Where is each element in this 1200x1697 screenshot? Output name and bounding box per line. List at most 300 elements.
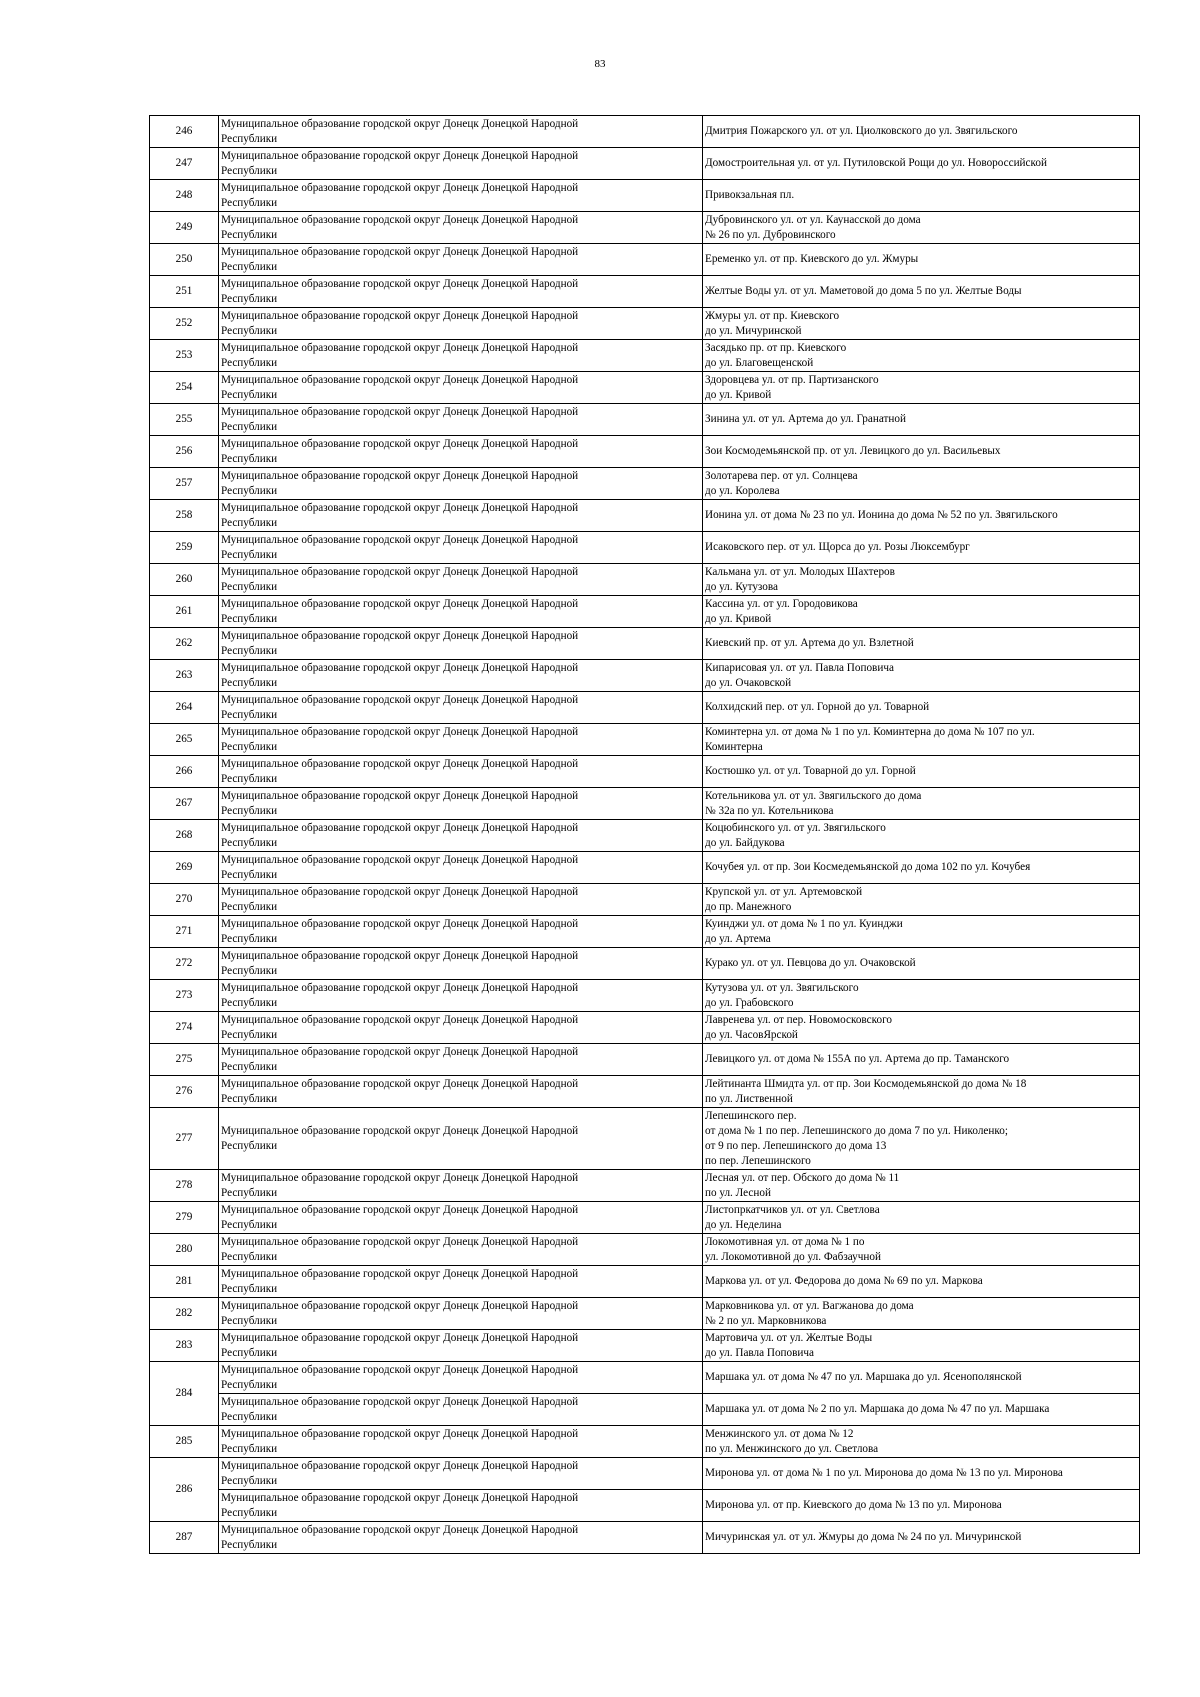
street-text: Исаковского пер. от ул. Щорса до ул. Розы Люксембург	[705, 541, 970, 553]
municipality-text: Республики	[221, 1442, 278, 1455]
street-text: № 32а по ул. Котельникова	[705, 804, 834, 817]
street-text: Лесная ул. от пер. Обского до дома № 11	[705, 1171, 900, 1184]
row-number: 275	[150, 1044, 219, 1076]
table-row	[150, 1330, 1140, 1362]
row-number: 248	[150, 180, 219, 212]
street-text: до ул. Королева	[705, 484, 780, 497]
street-text: Кипарисовая ул. от ул. Павла Поповича	[705, 661, 894, 674]
street-text: Маршака ул. от дома № 2 по ул. Маршака до дома № 47 по ул. Маршака	[705, 1403, 1050, 1415]
municipality-text: Муниципальное образование городской округ Донецк Донецкой Народной	[221, 181, 579, 194]
municipality-cell	[219, 1108, 703, 1170]
municipality-cell	[219, 212, 703, 244]
street-text: Ионина ул. от дома № 23 по ул. Ионина до дома № 52 по ул. Звягильского	[705, 509, 1058, 521]
municipality-text: Муниципальное образование городской округ Донецк Донецкой Народной	[221, 725, 579, 738]
municipality-cell	[219, 1426, 703, 1458]
street-cell	[703, 1522, 1140, 1554]
row-number: 255	[150, 404, 219, 436]
street-cell	[703, 436, 1140, 468]
municipality-cell	[219, 1458, 703, 1490]
municipality-text: Республики	[221, 1186, 278, 1199]
municipality-cell	[219, 1076, 703, 1108]
street-cell	[703, 1362, 1140, 1394]
street-text: Жмуры ул. от пр. Киевского	[705, 309, 840, 322]
municipality-text: Муниципальное образование городской округ Донецк Донецкой Народной	[221, 565, 579, 578]
municipality-text: Республики	[221, 324, 278, 337]
street-cell	[703, 276, 1140, 308]
street-text: Колхидский пер. от ул. Горной до ул. Товарной	[705, 701, 930, 713]
street-text: по ул. Менжинского до ул. Светлова	[705, 1442, 879, 1455]
table-row	[150, 852, 1140, 884]
municipality-text: Муниципальное образование городской округ Донецк Донецкой Народной	[221, 693, 579, 706]
row-number: 254	[150, 372, 219, 404]
street-cell	[703, 628, 1140, 660]
row-number: 262	[150, 628, 219, 660]
municipality-text: Муниципальное образование городской округ Донецк Донецкой Народной	[221, 1077, 579, 1090]
municipality-cell	[219, 916, 703, 948]
municipality-text: Муниципальное образование городской округ Донецк Донецкой Народной	[221, 341, 579, 354]
street-cell	[703, 116, 1140, 148]
street-cell	[703, 372, 1140, 404]
municipality-text: Муниципальное образование городской округ Донецк Донецкой Народной	[221, 277, 579, 290]
municipality-text: Муниципальное образование городской округ Донецк Донецкой Народной	[221, 885, 579, 898]
street-text: до ул. Кривой	[705, 388, 772, 401]
street-text: Кутузова ул. от ул. Звягильского	[705, 981, 859, 994]
table-row	[150, 1202, 1140, 1234]
street-text: Засядько пр. от пр. Киевского	[705, 341, 847, 354]
street-text: Зои Космодемьянской пр. от ул. Левицкого до ул. Васильевых	[705, 445, 1001, 457]
street-text: по ул. Лиственной	[705, 1092, 793, 1105]
street-text: Курако ул. от ул. Певцова до ул. Очаковской	[705, 957, 916, 969]
street-text: Миронова ул. от дома № 1 по ул. Миронова до дома № 13 по ул. Миронова	[705, 1467, 1063, 1479]
street-text: Привокзальная пл.	[705, 189, 795, 201]
municipality-text: Республики	[221, 164, 278, 177]
municipality-text: Республики	[221, 580, 278, 593]
street-text: Коцюбинского ул. от ул. Звягильского	[705, 821, 886, 834]
municipality-text: Муниципальное образование городской округ Донецк Донецкой Народной	[221, 1235, 579, 1248]
table-row	[150, 276, 1140, 308]
municipality-text: Муниципальное образование городской округ Донецк Донецкой Народной	[221, 629, 579, 642]
municipality-cell	[219, 148, 703, 180]
municipality-text: Муниципальное образование городской округ Донецк Донецкой Народной	[221, 661, 579, 674]
municipality-text: Муниципальное образование городской округ Донецк Донецкой Народной	[221, 117, 579, 130]
street-cell	[703, 852, 1140, 884]
municipality-text: Республики	[221, 740, 278, 753]
street-text: Лейтинанта Шмидта ул. от пр. Зои Космодемьянской до дома № 18	[705, 1077, 1027, 1090]
row-number: 247	[150, 148, 219, 180]
street-cell	[703, 1202, 1140, 1234]
municipality-text: Республики	[221, 1314, 278, 1327]
municipality-text: Республики	[221, 996, 278, 1009]
municipality-text: Муниципальное образование городской округ Донецк Донецкой Народной	[221, 1363, 579, 1376]
row-number: 266	[150, 756, 219, 788]
municipality-text: Муниципальное образование городской округ Донецк Донецкой Народной	[221, 213, 579, 226]
municipality-text: Республики	[221, 612, 278, 625]
street-cell	[703, 1490, 1140, 1522]
municipality-text: Муниципальное образование городской округ Донецк Донецкой Народной	[221, 597, 579, 610]
municipality-text: Муниципальное образование городской округ Донецк Донецкой Народной	[221, 469, 579, 482]
row-number: 265	[150, 724, 219, 756]
municipality-text: Республики	[221, 132, 278, 145]
street-text: до ул. ЧасовЯрской	[705, 1028, 798, 1041]
street-text: до ул. Грабовского	[705, 996, 794, 1009]
street-text: Левицкого ул. от дома № 155А по ул. Артема до пр. Таманского	[705, 1053, 1010, 1065]
row-number: 246	[150, 116, 219, 148]
street-cell	[703, 820, 1140, 852]
street-text: Лепешинского пер.	[705, 1109, 797, 1122]
table-row	[150, 1458, 1140, 1490]
table-row	[150, 564, 1140, 596]
municipality-text: Республики	[221, 356, 278, 369]
street-text: Менжинского ул. от дома № 12	[705, 1427, 854, 1440]
row-number: 285	[150, 1426, 219, 1458]
municipality-text: Республики	[221, 420, 278, 433]
municipality-text: Муниципальное образование городской округ Донецк Донецкой Народной	[221, 1331, 579, 1344]
row-number: 252	[150, 308, 219, 340]
municipality-text: Республики	[221, 1028, 278, 1041]
municipality-text: Республики	[221, 388, 278, 401]
street-cell	[703, 1394, 1140, 1426]
municipality-text: Муниципальное образование городской округ Донецк Донецкой Народной	[221, 821, 579, 834]
municipality-text: Муниципальное образование городской округ Донецк Донецкой Народной	[221, 981, 579, 994]
municipality-text: Республики	[221, 836, 278, 849]
municipality-cell	[219, 1394, 703, 1426]
street-cell	[703, 1012, 1140, 1044]
table-row	[150, 724, 1140, 756]
municipality-text: Муниципальное образование городской округ Донецк Донецкой Народной	[221, 309, 579, 322]
street-text: до ул. Очаковской	[705, 676, 792, 689]
municipality-cell	[219, 660, 703, 692]
municipality-cell	[219, 788, 703, 820]
municipality-cell	[219, 1298, 703, 1330]
municipality-text: Муниципальное образование городской округ Донецк Донецкой Народной	[221, 1013, 579, 1026]
municipality-text: Муниципальное образование городской округ Донецк Донецкой Народной	[221, 1459, 579, 1472]
municipality-text: Муниципальное образование городской округ Донецк Донецкой Народной	[221, 373, 579, 386]
street-cell	[703, 500, 1140, 532]
street-text: № 2 по ул. Марковникова	[705, 1314, 827, 1327]
table-row	[150, 692, 1140, 724]
municipality-cell	[219, 244, 703, 276]
street-cell	[703, 1426, 1140, 1458]
street-cell	[703, 1298, 1140, 1330]
table-row	[150, 1012, 1140, 1044]
street-text: Еременко ул. от пр. Киевского до ул. Жмуры	[705, 253, 919, 265]
municipality-cell	[219, 724, 703, 756]
municipality-cell	[219, 1234, 703, 1266]
municipality-text: Республики	[221, 1139, 278, 1152]
street-cell	[703, 1234, 1140, 1266]
table-row	[150, 404, 1140, 436]
street-text: Кассина ул. от ул. Городовикова	[705, 597, 858, 610]
municipality-text: Муниципальное образование городской округ Донецк Донецкой Народной	[221, 789, 579, 802]
municipality-text: Республики	[221, 1474, 278, 1487]
street-text: Лавренева ул. от пер. Новомосковского	[705, 1013, 892, 1026]
row-number: 282	[150, 1298, 219, 1330]
municipality-cell	[219, 500, 703, 532]
table-row	[150, 884, 1140, 916]
municipality-cell	[219, 980, 703, 1012]
row-number: 272	[150, 948, 219, 980]
table-row	[150, 756, 1140, 788]
municipality-text: Республики	[221, 772, 278, 785]
row-number: 260	[150, 564, 219, 596]
table-row	[150, 436, 1140, 468]
page-number: 83	[594, 58, 606, 70]
row-number: 273	[150, 980, 219, 1012]
street-cell	[703, 340, 1140, 372]
municipality-text: Республики	[221, 452, 278, 465]
row-number: 277	[150, 1108, 219, 1170]
street-text: № 26 по ул. Дубровинского	[705, 228, 836, 241]
municipality-cell	[219, 308, 703, 340]
table-row	[150, 916, 1140, 948]
table-row	[150, 948, 1140, 980]
municipality-cell	[219, 564, 703, 596]
row-number: 261	[150, 596, 219, 628]
municipality-cell	[219, 1170, 703, 1202]
street-cell	[703, 1330, 1140, 1362]
municipality-text: Муниципальное образование городской округ Донецк Донецкой Народной	[221, 949, 579, 962]
street-text: до ул. Мичуринской	[705, 324, 802, 337]
table-row	[150, 1108, 1140, 1170]
street-cell	[703, 692, 1140, 724]
row-number: 259	[150, 532, 219, 564]
row-number: 280	[150, 1234, 219, 1266]
municipality-text: Муниципальное образование городской округ Донецк Донецкой Народной	[221, 853, 579, 866]
municipality-cell	[219, 852, 703, 884]
street-text: до ул. Байдукова	[705, 836, 785, 849]
municipality-text: Муниципальное образование городской округ Донецк Донецкой Народной	[221, 1427, 579, 1440]
municipality-text: Республики	[221, 228, 278, 241]
street-cell	[703, 596, 1140, 628]
municipality-cell	[219, 1490, 703, 1522]
municipality-text: Муниципальное образование городской округ Донецк Донецкой Народной	[221, 245, 579, 258]
municipality-cell	[219, 116, 703, 148]
street-cell	[703, 564, 1140, 596]
street-text: Зинина ул. от ул. Артема до ул. Гранатной	[705, 413, 906, 425]
street-text: до ул. Благовещенской	[705, 356, 814, 369]
municipality-cell	[219, 1362, 703, 1394]
municipality-text: Республики	[221, 292, 278, 305]
row-number: 267	[150, 788, 219, 820]
row-number: 256	[150, 436, 219, 468]
table-row	[150, 1076, 1140, 1108]
street-text: Котельникова ул. от ул. Звягильского до дома	[705, 789, 922, 802]
street-text: до пр. Манежного	[705, 900, 792, 913]
municipality-text: Муниципальное образование городской округ Донецк Донецкой Народной	[221, 437, 579, 450]
street-cell	[703, 1044, 1140, 1076]
street-text: Мартовича ул. от ул. Желтые Воды	[705, 1331, 873, 1344]
row-number: 257	[150, 468, 219, 500]
municipality-text: Муниципальное образование городской округ Донецк Донецкой Народной	[221, 533, 579, 546]
municipality-cell	[219, 884, 703, 916]
table-row	[150, 1394, 1140, 1426]
municipality-text: Республики	[221, 964, 278, 977]
street-text: Желтые Воды ул. от ул. Маметовой до дома 5 по ул. Желтые Воды	[705, 285, 1022, 297]
municipality-text: Республики	[221, 1506, 278, 1519]
municipality-text: Муниципальное образование городской округ Донецк Донецкой Народной	[221, 501, 579, 514]
street-cell	[703, 1458, 1140, 1490]
table-row	[150, 1522, 1140, 1554]
street-text: ул. Локомотивной до ул. Фабзаучной	[705, 1250, 881, 1263]
municipality-cell	[219, 340, 703, 372]
municipality-text: Республики	[221, 1092, 278, 1105]
municipality-text: Муниципальное образование городской округ Донецк Донецкой Народной	[221, 1124, 579, 1137]
table-row	[150, 500, 1140, 532]
municipality-text: Муниципальное образование городской округ Донецк Донецкой Народной	[221, 1203, 579, 1216]
table-row	[150, 180, 1140, 212]
municipality-cell	[219, 692, 703, 724]
row-number: 268	[150, 820, 219, 852]
street-text: Кальмана ул. от ул. Молодых Шахтеров	[705, 565, 895, 578]
street-text: до ул. Павла Поповича	[705, 1346, 815, 1359]
street-cell	[703, 532, 1140, 564]
municipality-text: Муниципальное образование городской округ Донецк Донецкой Народной	[221, 1491, 579, 1504]
municipality-text: Муниципальное образование городской округ Донецк Донецкой Народной	[221, 1267, 579, 1280]
row-number: 274	[150, 1012, 219, 1044]
street-text: Маркова ул. от ул. Федорова до дома № 69 по ул. Маркова	[705, 1275, 983, 1287]
table-row	[150, 116, 1140, 148]
municipality-text: Муниципальное образование городской округ Донецк Донецкой Народной	[221, 1171, 579, 1184]
row-number: 284	[150, 1362, 219, 1426]
municipality-text: Муниципальное образование городской округ Донецк Донецкой Народной	[221, 757, 579, 770]
street-cell	[703, 148, 1140, 180]
street-cell	[703, 948, 1140, 980]
street-text: до ул. Кривой	[705, 612, 772, 625]
row-number: 287	[150, 1522, 219, 1554]
table-row	[150, 148, 1140, 180]
street-text: Кочубея ул. от пр. Зои Космедемьянской до дома 102 по ул. Кочубея	[705, 861, 1031, 873]
street-text: Мичуринская ул. от ул. Жмуры до дома № 24 по ул. Мичуринской	[705, 1531, 1022, 1543]
street-cell	[703, 756, 1140, 788]
municipality-text: Республики	[221, 260, 278, 273]
street-text: от 9 по пер. Лепешинского до дома 13	[705, 1139, 887, 1152]
table-row	[150, 308, 1140, 340]
street-cell	[703, 980, 1140, 1012]
municipality-cell	[219, 820, 703, 852]
municipality-cell	[219, 276, 703, 308]
table-row	[150, 820, 1140, 852]
table-row	[150, 532, 1140, 564]
municipality-cell	[219, 596, 703, 628]
street-cell	[703, 1170, 1140, 1202]
street-cell	[703, 916, 1140, 948]
municipality-cell	[219, 372, 703, 404]
row-number: 271	[150, 916, 219, 948]
table-row	[150, 1044, 1140, 1076]
row-number: 251	[150, 276, 219, 308]
row-number: 263	[150, 660, 219, 692]
street-cell	[703, 660, 1140, 692]
row-number: 286	[150, 1458, 219, 1522]
street-text: Здоровцева ул. от пр. Партизанского	[705, 373, 879, 386]
street-text: до ул. Артема	[705, 932, 771, 945]
municipality-text: Республики	[221, 1410, 278, 1423]
street-cell	[703, 308, 1140, 340]
table-row	[150, 1298, 1140, 1330]
street-cell	[703, 884, 1140, 916]
municipality-text: Республики	[221, 644, 278, 657]
municipality-cell	[219, 756, 703, 788]
street-text: по ул. Лесной	[705, 1186, 771, 1199]
street-text: Марковникова ул. от ул. Вагжанова до дома	[705, 1299, 914, 1312]
municipality-text: Республики	[221, 196, 278, 209]
municipality-text: Республики	[221, 708, 278, 721]
municipality-cell	[219, 180, 703, 212]
street-cell	[703, 724, 1140, 756]
municipality-text: Муниципальное образование городской округ Донецк Донецкой Народной	[221, 917, 579, 930]
municipality-text: Муниципальное образование городской округ Донецк Донецкой Народной	[221, 1299, 579, 1312]
street-cell	[703, 1266, 1140, 1298]
municipality-text: Республики	[221, 1378, 278, 1391]
municipality-cell	[219, 1012, 703, 1044]
street-text: Костюшко ул. от ул. Товарной до ул. Горной	[705, 765, 916, 777]
municipality-text: Республики	[221, 932, 278, 945]
municipality-cell	[219, 1522, 703, 1554]
table-row	[150, 1266, 1140, 1298]
street-cell	[703, 404, 1140, 436]
table-row	[150, 596, 1140, 628]
row-number: 276	[150, 1076, 219, 1108]
municipality-text: Республики	[221, 900, 278, 913]
municipality-cell	[219, 532, 703, 564]
street-cell	[703, 244, 1140, 276]
street-text: до ул. Кутузова	[705, 580, 778, 593]
row-number: 283	[150, 1330, 219, 1362]
row-number: 281	[150, 1266, 219, 1298]
street-cell	[703, 180, 1140, 212]
street-text: Куинджи ул. от дома № 1 по ул. Куинджи	[705, 917, 903, 930]
street-text: Локомотивная ул. от дома № 1 по	[705, 1235, 865, 1248]
row-number: 270	[150, 884, 219, 916]
streets-table	[149, 115, 1140, 1554]
table-row	[150, 1490, 1140, 1522]
municipality-text: Республики	[221, 1346, 278, 1359]
street-cell	[703, 1076, 1140, 1108]
municipality-text: Республики	[221, 1218, 278, 1231]
municipality-text: Республики	[221, 1250, 278, 1263]
street-text: от дома № 1 по пер. Лепешинского до дома 7 по ул. Николенко;	[705, 1124, 1008, 1137]
municipality-text: Республики	[221, 1282, 278, 1295]
table-row	[150, 660, 1140, 692]
street-cell	[703, 1108, 1140, 1170]
street-text: Киевский пр. от ул. Артема до ул. Взлетной	[705, 637, 914, 649]
street-text: Листопркатчиков ул. от ул. Светлова	[705, 1203, 880, 1216]
municipality-text: Республики	[221, 868, 278, 881]
street-text: Домостроительная ул. от ул. Путиловской Рощи до ул. Новороссийской	[705, 157, 1047, 169]
municipality-cell	[219, 1044, 703, 1076]
row-number: 269	[150, 852, 219, 884]
municipality-cell	[219, 436, 703, 468]
table-row	[150, 244, 1140, 276]
municipality-text: Республики	[221, 804, 278, 817]
street-text: Дмитрия Пожарского ул. от ул. Циолковского до ул. Звягильского	[705, 125, 1018, 137]
municipality-cell	[219, 1330, 703, 1362]
municipality-text: Республики	[221, 1538, 278, 1551]
municipality-text: Муниципальное образование городской округ Донецк Донецкой Народной	[221, 1523, 579, 1536]
table-row	[150, 628, 1140, 660]
street-text: Коминтерна ул. от дома № 1 по ул. Коминтерна до дома № 107 по ул.	[705, 725, 1035, 738]
municipality-cell	[219, 1266, 703, 1298]
municipality-text: Муниципальное образование городской округ Донецк Донецкой Народной	[221, 1045, 579, 1058]
street-text: Маршака ул. от дома № 47 по ул. Маршака до ул. Ясенополянской	[705, 1371, 1022, 1383]
street-text: до ул. Неделина	[705, 1218, 782, 1231]
table-row	[150, 1362, 1140, 1394]
street-cell	[703, 468, 1140, 500]
municipality-text: Республики	[221, 676, 278, 689]
row-number: 278	[150, 1170, 219, 1202]
street-text: Золотарева пер. от ул. Солнцева	[705, 469, 858, 482]
municipality-cell	[219, 404, 703, 436]
